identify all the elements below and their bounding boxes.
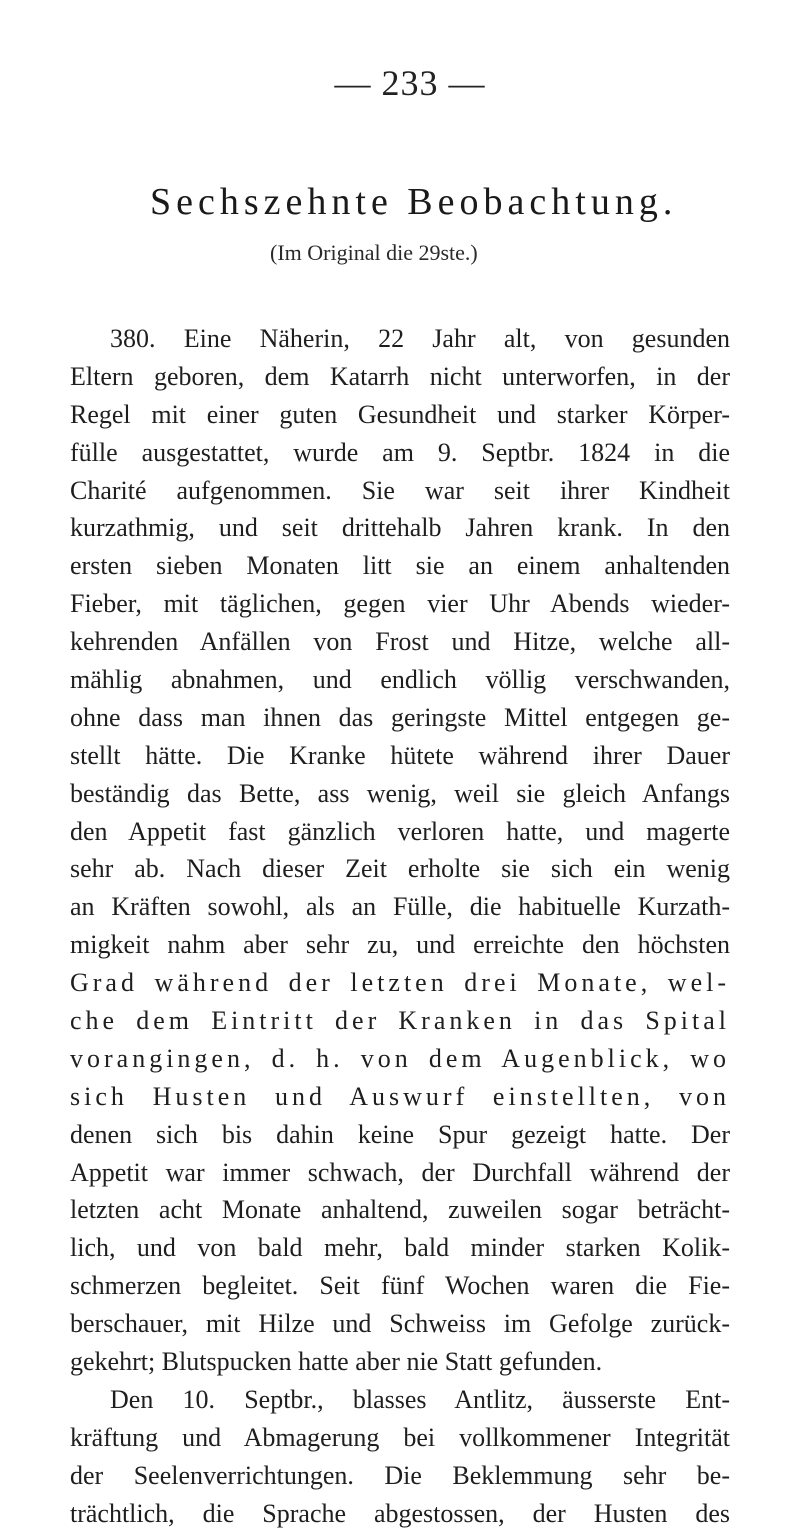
text-line: den Appetit fast gänzlich verloren hatte, und magerte bbox=[70, 816, 730, 846]
body-text bbox=[70, 320, 730, 1533]
text-line: migkeit nahm aber sehr zu, und erreichte den höchsten bbox=[70, 930, 730, 960]
text-line: kehrenden Anfällen von Frost und Hitze, welche all- bbox=[70, 627, 730, 657]
text-line: Fieber, mit täglichen, gegen vier Uhr Abends wieder- bbox=[70, 589, 730, 619]
text-line: 380. Eine Näherin, 22 Jahr alt, von gesunden bbox=[110, 324, 730, 353]
text-line: an Kräften sowohl, als an Fülle, die habituelle Kurzath- bbox=[70, 892, 730, 922]
text-line: mählig abnahmen, und endlich völlig verschwanden, bbox=[70, 665, 730, 695]
text-line: Regel mit einer guten Gesundheit und starker Körper- bbox=[70, 399, 730, 429]
page-number: — 233 — bbox=[334, 63, 486, 103]
text-line: Den 10. Septbr., blasses Antlitz, äusserste Ent- bbox=[110, 1384, 730, 1414]
text-line: Charité aufgenommen. Sie war seit ihrer Kindheit bbox=[70, 475, 730, 505]
section-subheading: (Im Original die 29ste.) bbox=[270, 240, 478, 265]
text-line: Eltern geboren, dem Katarrh nicht unterworfen, in der bbox=[70, 361, 730, 391]
text-line: der Seelenverrichtungen. Die Beklemmung sehr be- bbox=[70, 1460, 730, 1490]
text-line: beständig das Bette, ass wenig, weil sie gleich Anfangs bbox=[70, 778, 730, 808]
text-line: trächtlich, die Sprache abgestossen, der Husten des bbox=[70, 1498, 730, 1528]
text-line: letzten acht Monate anhaltend, zuweilen sogar beträcht- bbox=[70, 1195, 730, 1225]
text-line: berschauer, mit Hilze und Schweiss im Gefolge zurück- bbox=[70, 1309, 730, 1339]
text-line: che dem Eintritt der Kranken in das Spital bbox=[70, 1006, 730, 1036]
text-line: lich, und von bald mehr, bald minder starken Kolik- bbox=[70, 1233, 730, 1263]
text-line: Appetit war immer schwach, der Durchfall während der bbox=[70, 1157, 730, 1187]
text-line: sehr ab. Nach dieser Zeit erholte sie sich ein wenig bbox=[70, 854, 730, 884]
text-line: kurzathmig, und seit drittehalb Jahren krank. In den bbox=[70, 513, 730, 543]
text-line: kräftung und Abmagerung bei vollkommener Integrität bbox=[70, 1422, 730, 1452]
text-line: Grad während der letzten drei Monate, wel- bbox=[70, 968, 730, 998]
text-line: fülle ausgestattet, wurde am 9. Septbr. 1824 in die bbox=[70, 437, 730, 467]
text-line: denen sich bis dahin keine Spur gezeigt hatte. Der bbox=[70, 1119, 730, 1149]
section-heading: Sechszehnte Beobachtung. bbox=[150, 181, 678, 223]
text-line: stellt hätte. Die Kranke hütete während ihrer Dauer bbox=[70, 740, 730, 770]
text-line: schmerzen begleitet. Seit fünf Wochen waren die Fie- bbox=[70, 1271, 730, 1301]
text-line: gekehrt; Blutspucken hatte aber nie Statt gefunden. bbox=[70, 1347, 603, 1377]
text-line: ersten sieben Monaten litt sie an einem anhaltenden bbox=[70, 551, 730, 581]
text-line: ohne dass man ihnen das geringste Mittel entgegen ge- bbox=[70, 702, 730, 732]
text-line: sich Husten und Auswurf einstellten, von bbox=[70, 1081, 730, 1111]
text-line: vorangingen, d. h. von dem Augenblick, wo bbox=[70, 1043, 730, 1073]
